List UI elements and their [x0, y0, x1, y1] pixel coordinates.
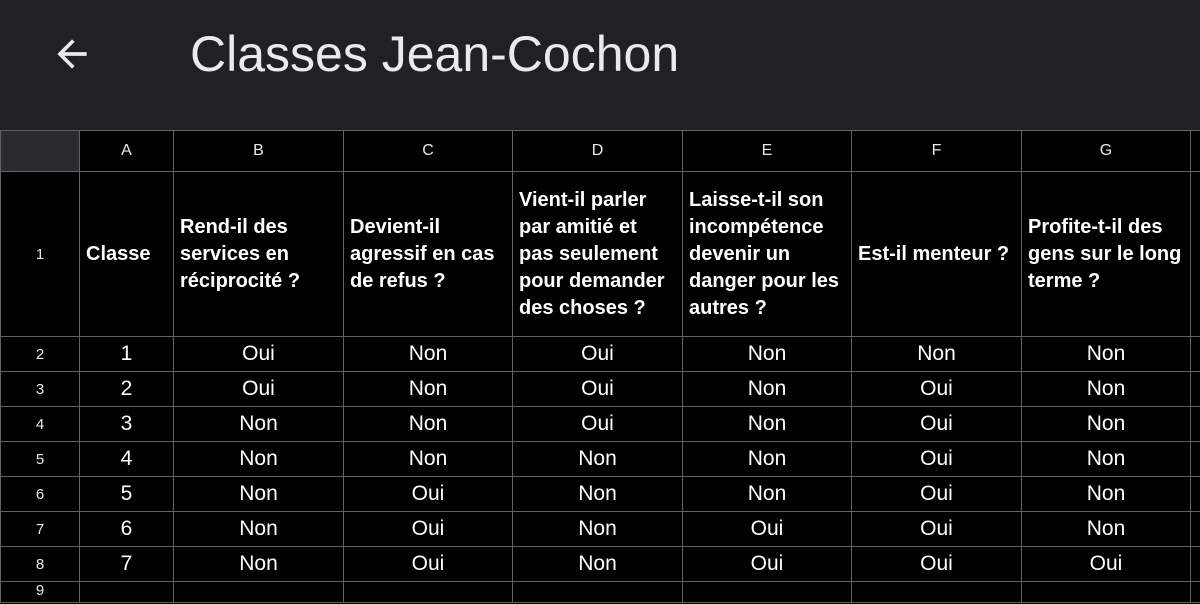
cell-b[interactable]: Non: [174, 407, 344, 442]
cell-a[interactable]: 7: [80, 547, 174, 582]
cell-d[interactable]: Oui: [513, 337, 683, 372]
cell-e[interactable]: Non: [683, 477, 852, 512]
empty-cell[interactable]: [1191, 372, 1200, 407]
header-cell-a[interactable]: Classe: [80, 172, 174, 337]
cell-b[interactable]: Non: [174, 442, 344, 477]
cell-d[interactable]: Non: [513, 477, 683, 512]
empty-cell[interactable]: [80, 582, 174, 603]
cell-c[interactable]: Non: [344, 372, 513, 407]
header-cell-d[interactable]: Vient-il parler par amitié et pas seulement pour demander des choses ?: [513, 172, 683, 337]
empty-cell[interactable]: [344, 582, 513, 603]
empty-cell[interactable]: [174, 582, 344, 603]
cell-e[interactable]: Non: [683, 337, 852, 372]
cell-c[interactable]: Non: [344, 442, 513, 477]
cell-a[interactable]: 1: [80, 337, 174, 372]
empty-cell[interactable]: [1191, 477, 1200, 512]
sheet-grid[interactable]: [0, 130, 1200, 604]
empty-cell[interactable]: [1191, 407, 1200, 442]
column-header-c[interactable]: C: [344, 131, 513, 172]
empty-cell[interactable]: [513, 582, 683, 603]
cell-f[interactable]: Oui: [852, 547, 1022, 582]
row-header[interactable]: 8: [1, 547, 80, 582]
table-row: [1, 582, 1200, 603]
header-cell-g[interactable]: Profite-t-il des gens sur le long terme ?: [1022, 172, 1191, 337]
row-header[interactable]: 3: [1, 372, 80, 407]
cell-b[interactable]: Oui: [174, 372, 344, 407]
cell-c[interactable]: Non: [344, 407, 513, 442]
column-header-row: [1, 131, 1200, 172]
cell-g[interactable]: Non: [1022, 477, 1191, 512]
row-header[interactable]: 9: [1, 582, 80, 603]
empty-cell[interactable]: [1191, 547, 1200, 582]
cell-c[interactable]: Oui: [344, 547, 513, 582]
cell-a[interactable]: 2: [80, 372, 174, 407]
cell-a[interactable]: 4: [80, 442, 174, 477]
table-row: [1, 512, 1200, 547]
top-bar: [0, 0, 1200, 130]
header-cell-b[interactable]: Rend-il des services en réciprocité ?: [174, 172, 344, 337]
cell-g[interactable]: Oui: [1022, 547, 1191, 582]
header-cell-e[interactable]: Laisse-t-il son incompétence devenir un danger pour les autres ?: [683, 172, 852, 337]
table-row: [1, 547, 1200, 582]
cell-g[interactable]: Non: [1022, 372, 1191, 407]
cell-f[interactable]: Oui: [852, 512, 1022, 547]
column-header-g[interactable]: G: [1022, 131, 1191, 172]
row-header[interactable]: 4: [1, 407, 80, 442]
cell-e[interactable]: Non: [683, 407, 852, 442]
cell-g[interactable]: Non: [1022, 407, 1191, 442]
cell-f[interactable]: Non: [852, 337, 1022, 372]
row-header[interactable]: 5: [1, 442, 80, 477]
cell-b[interactable]: Non: [174, 547, 344, 582]
header-cell-c[interactable]: Devient-il agressif en cas de refus ?: [344, 172, 513, 337]
cell-c[interactable]: Oui: [344, 477, 513, 512]
empty-cell[interactable]: [1191, 337, 1200, 372]
cell-e[interactable]: Oui: [683, 547, 852, 582]
sheet-table: [0, 130, 1200, 603]
empty-cell[interactable]: [1022, 582, 1191, 603]
table-row: [1, 337, 1200, 372]
table-row: [1, 372, 1200, 407]
empty-cell[interactable]: [1191, 172, 1200, 337]
empty-cell[interactable]: [683, 582, 852, 603]
cell-e[interactable]: Non: [683, 442, 852, 477]
cell-d[interactable]: Oui: [513, 372, 683, 407]
row-header[interactable]: 2: [1, 337, 80, 372]
back-button[interactable]: [38, 22, 106, 86]
cell-f[interactable]: Oui: [852, 407, 1022, 442]
empty-cell[interactable]: [1191, 512, 1200, 547]
empty-cell[interactable]: [1191, 442, 1200, 477]
cell-c[interactable]: Oui: [344, 512, 513, 547]
cell-f[interactable]: Oui: [852, 477, 1022, 512]
row-header[interactable]: 7: [1, 512, 80, 547]
cell-d[interactable]: Non: [513, 512, 683, 547]
table-row: [1, 477, 1200, 512]
cell-g[interactable]: Non: [1022, 337, 1191, 372]
cell-g[interactable]: Non: [1022, 512, 1191, 547]
cell-f[interactable]: Oui: [852, 372, 1022, 407]
cell-a[interactable]: 6: [80, 512, 174, 547]
cell-a[interactable]: 5: [80, 477, 174, 512]
row-header[interactable]: 6: [1, 477, 80, 512]
empty-cell[interactable]: [1191, 582, 1200, 603]
header-cell-f[interactable]: Est-il menteur ?: [852, 172, 1022, 337]
column-header-b[interactable]: B: [174, 131, 344, 172]
column-header-a[interactable]: A: [80, 131, 174, 172]
cell-d[interactable]: Non: [513, 442, 683, 477]
cell-g[interactable]: Non: [1022, 442, 1191, 477]
empty-cell[interactable]: [852, 582, 1022, 603]
cell-e[interactable]: Oui: [683, 512, 852, 547]
table-row: [1, 407, 1200, 442]
table-row: [1, 442, 1200, 477]
column-header-overflow[interactable]: [1191, 131, 1200, 172]
column-header-d[interactable]: D: [513, 131, 683, 172]
cell-d[interactable]: Non: [513, 547, 683, 582]
row-header[interactable]: 1: [1, 172, 80, 337]
page-title: Classes Jean-Cochon: [190, 26, 680, 82]
select-all-corner[interactable]: [1, 131, 80, 172]
cell-b[interactable]: Oui: [174, 337, 344, 372]
column-header-e[interactable]: E: [683, 131, 852, 172]
cell-d[interactable]: Oui: [513, 407, 683, 442]
column-header-f[interactable]: F: [852, 131, 1022, 172]
cell-a[interactable]: 3: [80, 407, 174, 442]
cell-e[interactable]: Non: [683, 372, 852, 407]
table-row: [1, 172, 1200, 337]
arrow-back-icon: [50, 32, 94, 76]
cell-f[interactable]: Oui: [852, 442, 1022, 477]
cell-b[interactable]: Non: [174, 477, 344, 512]
cell-c[interactable]: Non: [344, 337, 513, 372]
cell-b[interactable]: Non: [174, 512, 344, 547]
